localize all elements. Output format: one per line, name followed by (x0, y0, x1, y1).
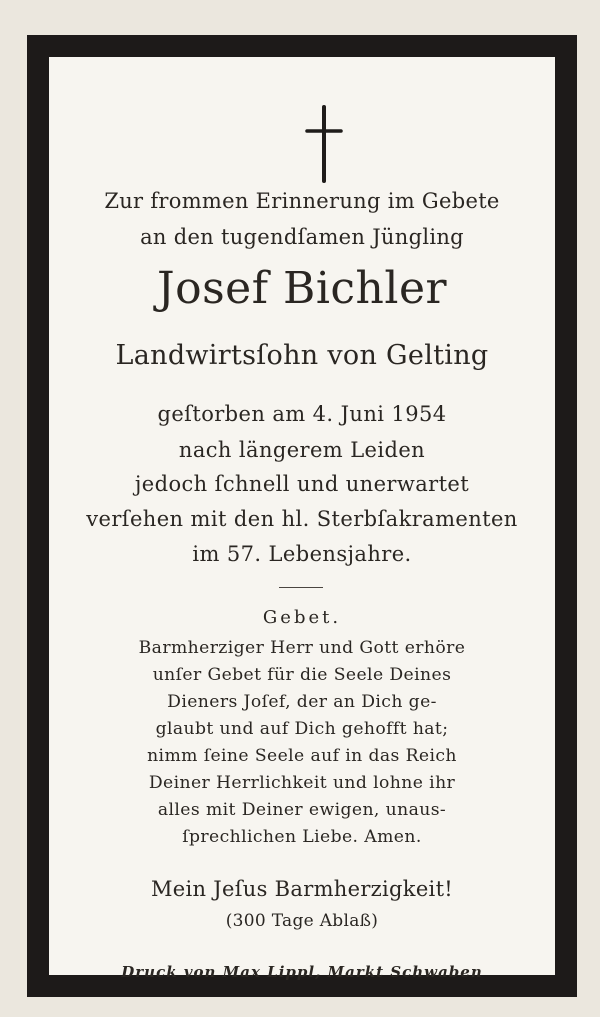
prayer-line: glaubt und auf Dich gehofft hat; (155, 719, 449, 739)
deceased-name: Josef Bichler (156, 263, 448, 314)
divider (279, 587, 323, 588)
intro-line: an den tugendſamen Jüngling (140, 225, 464, 249)
prayer-line: Barmherziger Herr und Gott erhöre (138, 638, 466, 658)
prayer-line: unſer Gebet für die Seele Deines (152, 665, 452, 685)
indulgence-note: (300 Tage Ablaß) (225, 911, 379, 931)
closing-invocation: Mein Jeſus Barmherzigkeit! (150, 877, 454, 901)
intro-line: Zur frommen Erinnerung im Gebete (104, 189, 500, 213)
prayer-line: alles mit Deiner ewigen, unaus- (157, 800, 447, 820)
death-line: verſehen mit den hl. Sterbſakramenten (86, 507, 518, 531)
prayer-line: Dieners Joſef, der an Dich ge- (167, 692, 437, 712)
memorial-card (27, 35, 577, 997)
death-line: geſtorben am 4. Juni 1954 (157, 402, 447, 426)
death-line: nach längerem Leiden (178, 438, 426, 462)
death-line: jedoch ſchnell und unerwartet (134, 472, 470, 496)
death-line: im 57. Lebensjahre. (192, 542, 412, 566)
deceased-subtitle: Landwirtsſohn von Gelting (115, 340, 489, 371)
cross-icon (305, 105, 343, 183)
printer-credit: Druck von Max Lippl, Markt Schwaben (121, 963, 483, 981)
prayer-line: Deiner Herrlichkeit und lohne ihr (148, 773, 456, 793)
prayer-heading: Gebet. (262, 607, 342, 628)
prayer-line: nimm ſeine Seele auf in das Reich (147, 746, 457, 766)
prayer-line: ſprechlichen Liebe. Amen. (182, 827, 422, 847)
